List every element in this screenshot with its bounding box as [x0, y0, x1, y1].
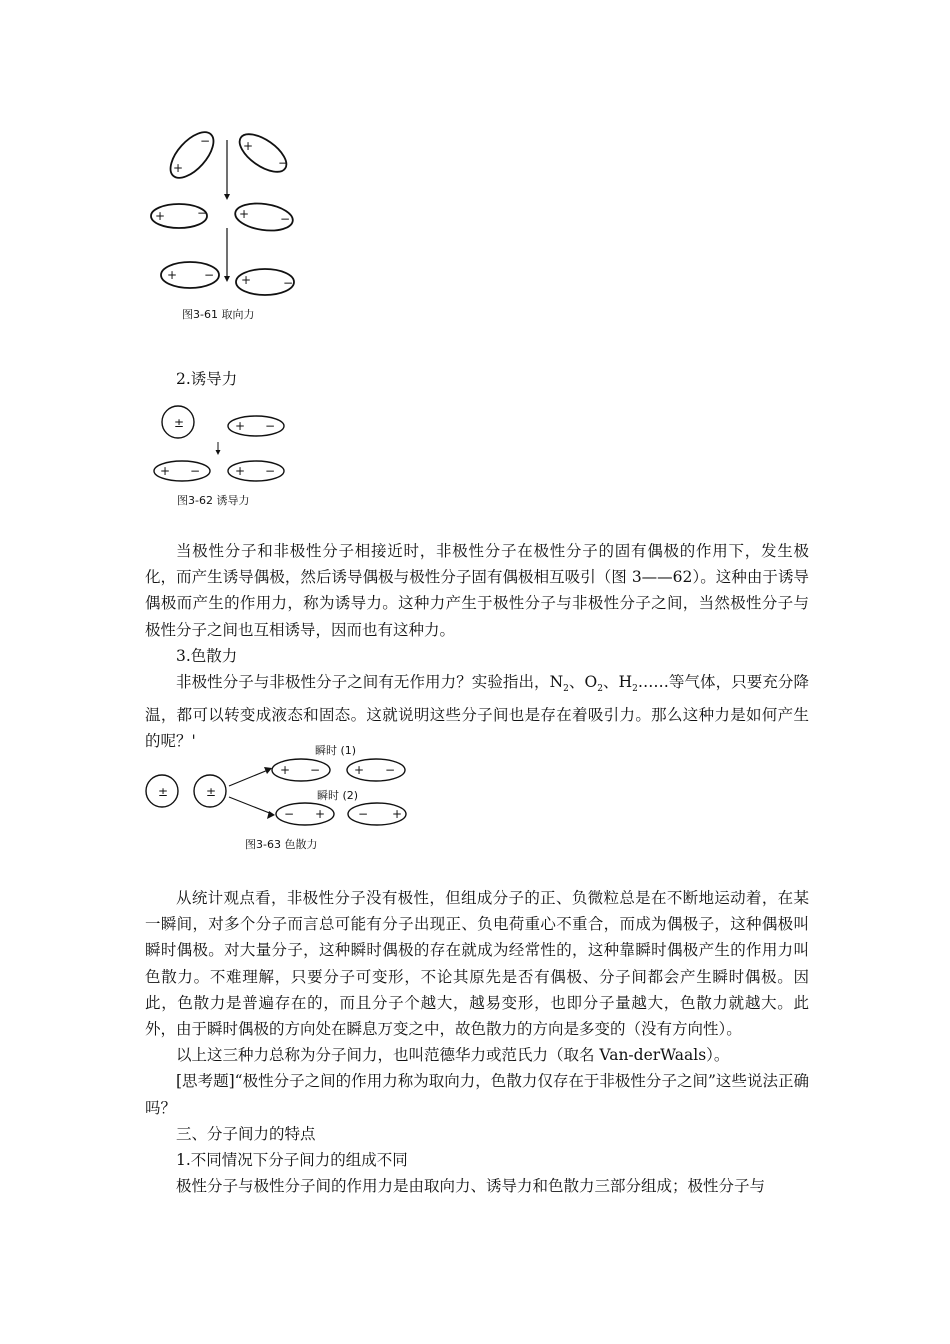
svg-text:+: +: [315, 807, 326, 821]
section-three-heading: 三、分子间力的特点: [176, 1124, 316, 1143]
induction-paragraph: 当极性分子和非极性分子相接近时，非极性分子在极性分子的固有偶极的作用下，发生极化，而产生诱导偶极，然后诱导偶极与极性分子固有偶极相互吸引（图 3——62）。这种由于诱导偶极而产生的作用力，称为诱导力。这种力产生于极性分子与非极性分子之间，当然极性分子与极性分子之间也互相诱导，因而也有这种力。: [145, 542, 809, 639]
instant-2-label: 瞬时 (2): [317, 789, 359, 802]
dispersion-intro-paragraph: 非极性分子与非极性分子之间有无作用力？实验指出，$N_2$、$O_2$、$H_2\dots\dots$等气体，只要充分降温，都可以转变成液态和固态。这就说明这些分子间也是存在着吸引力。那么这种力是如何产生的呢？': [145, 673, 809, 751]
statistical-paragraph: 从统计观点看，非极性分子没有极性，但组成分子的正、负微粒总是在不断地运动着，在某一瞬间，对多个分子而言总可能有分子出现正、负电荷重心不重合，而成为偶极子，这种偶极叫瞬时偶极。对大量分子，这种瞬时偶极的存在就成为经常性的，这种靠瞬时偶极产生的作用力叫色散力。不难理解，只要分子可变形，不论其原先是否有偶极、分子间都会产生瞬时偶极。因此，色散力是普遍存在的，而且分子个越大，越易变形，也即分子量越大，色散力就越大。此外，由于瞬时偶极的方向处在瞬息万变之中，故色散力的方向是多变的（没有方向性）。: [145, 889, 809, 1039]
svg-text:−: −: [283, 276, 294, 290]
dispersion-force-diagram: [140, 740, 415, 860]
figure-3-61: [145, 120, 315, 330]
svg-text:+: +: [280, 763, 291, 777]
instant-1-label: 瞬时 (1): [315, 744, 357, 757]
svg-text:−: −: [200, 134, 211, 148]
svg-text:−: −: [280, 212, 291, 226]
section-2-heading: 2.诱导力: [176, 370, 238, 388]
svg-text:+: +: [235, 419, 246, 433]
svg-text:+: +: [354, 763, 365, 777]
induction-paragraph-block: [145, 538, 809, 755]
svg-text:+: +: [241, 273, 252, 287]
svg-text:+: +: [239, 207, 250, 221]
final-paragraph: 极性分子与极性分子间的作用力是由取向力、诱导力和色散力三部分组成；极性分子与: [176, 1177, 766, 1196]
svg-text:−: −: [278, 156, 289, 170]
svg-text:−: −: [385, 763, 396, 777]
svg-text:±: ±: [206, 785, 217, 799]
induction-force-diagram: [145, 400, 295, 515]
svg-text:+: +: [160, 464, 171, 478]
svg-text:−: −: [197, 206, 208, 220]
summary-paragraph: 以上这三种力总称为分子间力，也叫范德华力或范氏力（取名 Van-derWaals）。: [176, 1046, 730, 1065]
svg-text:−: −: [284, 807, 295, 821]
svg-text:−: −: [190, 464, 201, 478]
section-three-sub-1-heading: 1.不同情况下分子间力的组成不同: [176, 1151, 408, 1170]
figure-3-63: [140, 740, 415, 860]
svg-text:+: +: [167, 268, 178, 282]
figure-3-61-caption: 图3-61 取向力: [182, 308, 255, 321]
svg-text:+: +: [173, 161, 184, 175]
svg-text:−: −: [358, 807, 369, 821]
main-text-block: [145, 885, 809, 1199]
svg-text:+: +: [155, 209, 166, 223]
svg-text:−: −: [204, 268, 215, 282]
thinking-question-paragraph: [思考题]“极性分子之间的作用力称为取向力，色散力仅存在于非极性分子之间”这些说法正确吗？: [145, 1072, 809, 1117]
figure-3-63-caption: 图3-63 色散力: [245, 838, 318, 851]
figure-3-62: [145, 400, 295, 515]
svg-text:−: −: [310, 763, 321, 777]
svg-text:±: ±: [174, 416, 185, 430]
section-3-heading: 3.色散力: [176, 646, 238, 665]
svg-text:±: ±: [158, 785, 169, 799]
orientation-force-diagram: [145, 120, 315, 330]
svg-text:+: +: [243, 139, 254, 153]
svg-text:−: −: [265, 419, 276, 433]
svg-text:+: +: [235, 464, 246, 478]
svg-text:+: +: [392, 807, 403, 821]
svg-text:−: −: [265, 464, 276, 478]
figure-3-62-caption: 图3-62 诱导力: [177, 494, 250, 507]
